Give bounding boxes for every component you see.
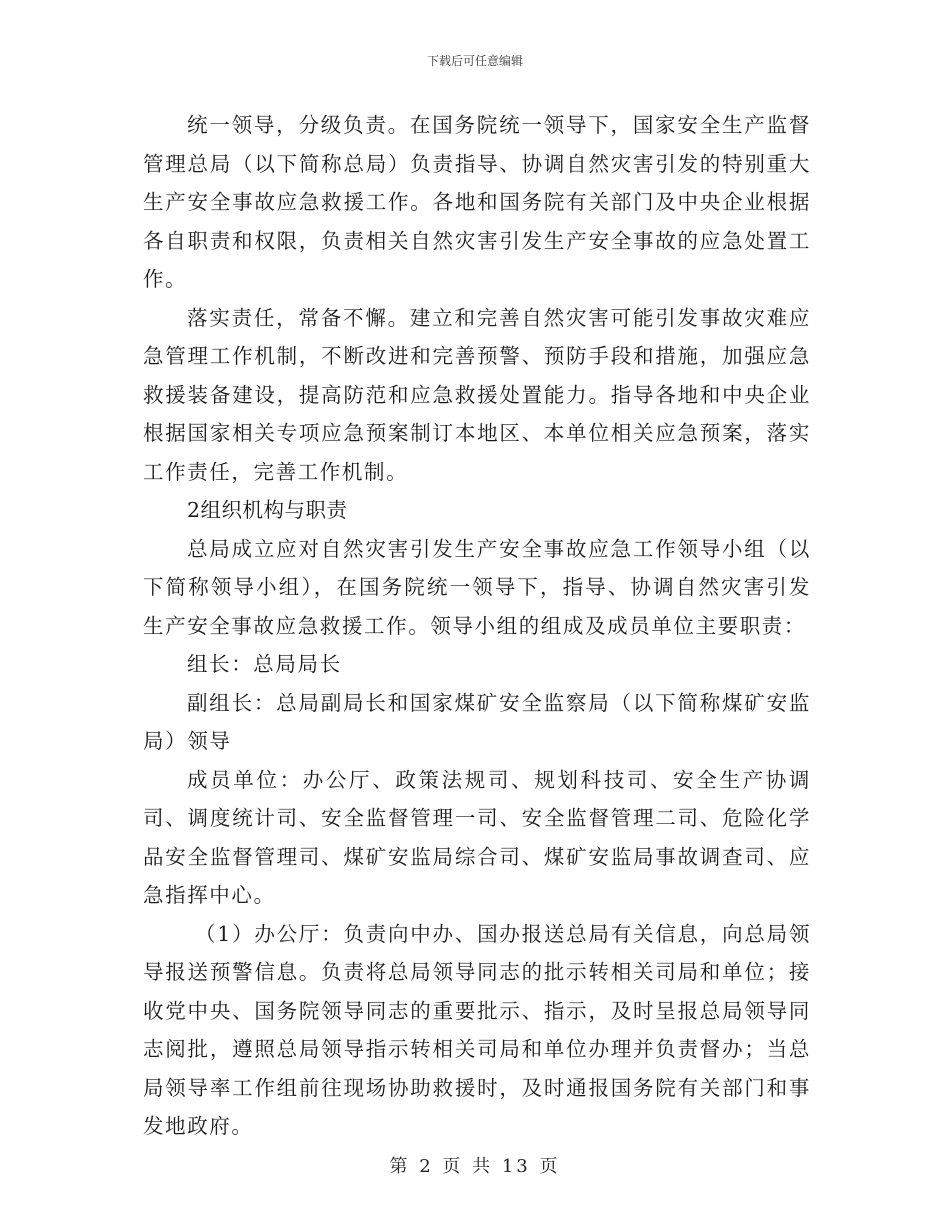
paragraph-principle-unified-leadership: 统一领导，分级负责。在国务院统一领导下，国家安全生产监督管理总局（以下简称总局）负责指导、协调自然灾害引发的特别重大生产安全事故应急救援工作。各地和国务院有关部门及中央企业根据各自职责和权限，负责相关自然灾害引发生产安全事故的应急处置工作。 [143, 113, 811, 291]
page-header: 下载后可任意编辑 [426, 54, 523, 68]
paragraph-leading-group: 总局成立应对自然灾害引发生产安全事故应急工作领导小组（以下简称领导小组），在国务院统一领导下，指导、协调自然灾害引发生产安全事故应急救援工作。领导小组的组成及成员单位主要职责： [143, 536, 811, 638]
paragraph-principle-responsibility: 落实责任，常备不懈。建立和完善自然灾害可能引发事故灾难应急管理工作机制，不断改进和完善预警、预防手段和措施，加强应急救援装备建设，提高防范和应急救援处置能力。指导各地和中央企业根据国家相关专项应急预案制订本地区、本单位相关应急预案，落实工作责任，完善工作机制。 [143, 305, 811, 484]
page-footer: 第 2 页 共 13 页 [389, 1156, 561, 1177]
paragraph-general-office-duties: （1）办公厅：负责向中办、国办报送总局有关信息，向总局领导报送预警信息。负责将总局领导同志的批示转相关司局和单位；接收党中央、国务院领导同志的重要批示、指示，及时呈报总局领导同志阅批，遵照总局领导指示转相关司局和单位办理并负责督办；当总局领导率工作组前往现场协助救援时，及时通报国务院有关部门和事发地政府。 [143, 921, 811, 1138]
document-body [143, 106, 811, 1146]
paragraph-group-leader: 组长：总局局长 [187, 652, 342, 676]
section-heading-organization: 2组织机构与职责 [187, 498, 348, 522]
paragraph-member-units: 成员单位：办公厅、政策法规司、规划科技司、安全生产协调司、调度统计司、安全监督管理一司、安全监督管理二司、危险化学品安全监督管理司、煤矿安监局综合司、煤矿安监局事故调查司、应急指挥中心。 [143, 767, 811, 907]
paragraph-deputy-leader: 副组长：总局副局长和国家煤矿安全监察局（以下简称煤矿安监局）领导 [143, 690, 811, 753]
